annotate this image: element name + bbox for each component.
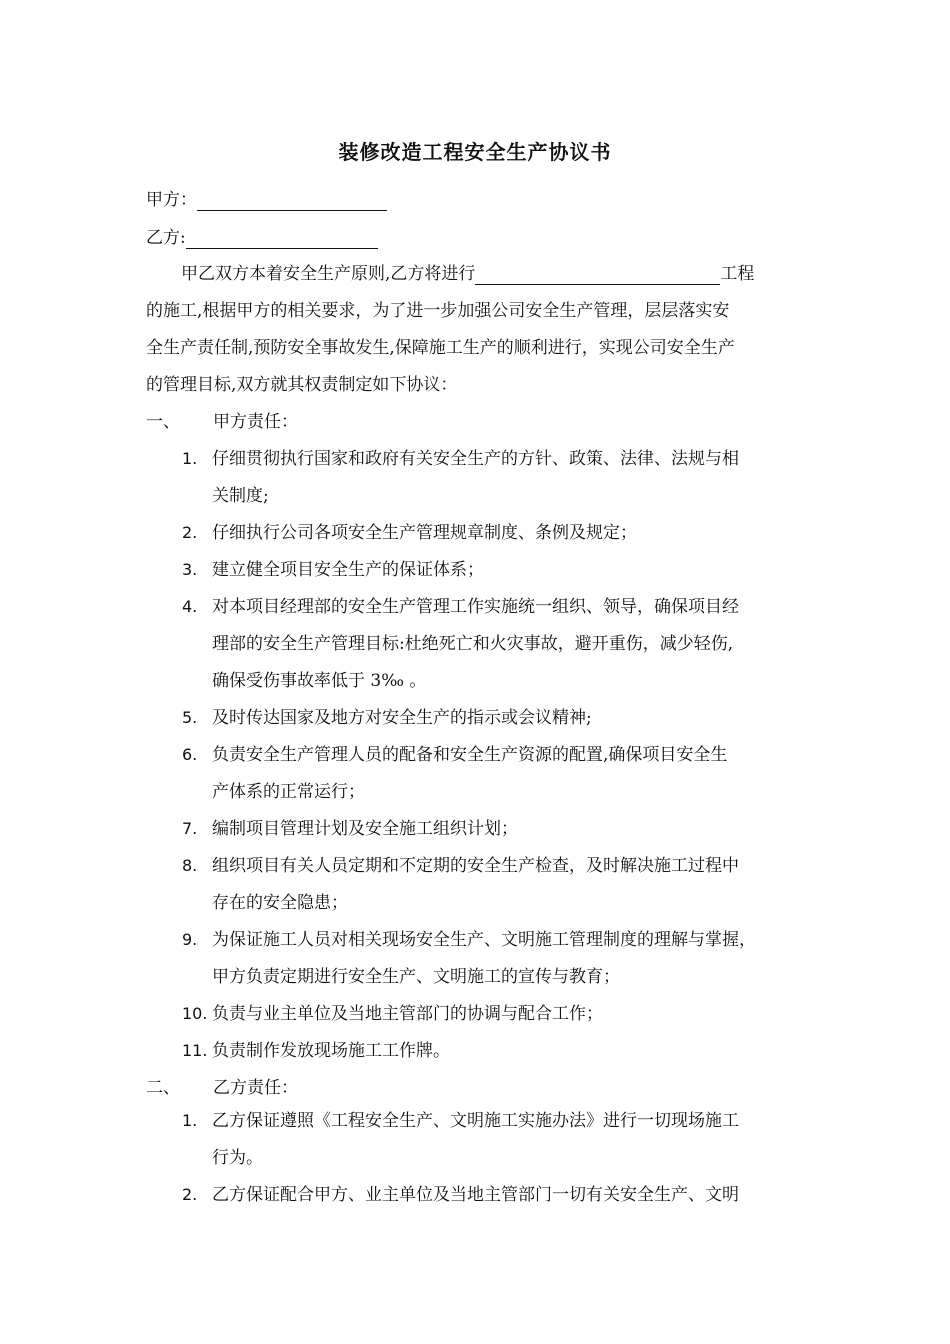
s1-item-6-line-1: 负责安全生产管理人员的配备和安全生产资源的配置,确保项目安全生 xyxy=(212,745,728,765)
section-2-heading: 乙方责任： xyxy=(213,1078,298,1098)
s1-item-8-line-2: 存在的安全隐患； xyxy=(212,893,348,913)
party-a-label: 甲方： xyxy=(146,190,197,210)
s1-item-1-line-1: 仔细贯彻执行国家和政府有关安全生产的方针、政策、法律、法规与相 xyxy=(212,449,739,469)
s1-item-11-line-1: 负责制作发放现场施工工作牌。 xyxy=(212,1041,450,1061)
s1-item-6-number: 6. xyxy=(182,745,198,764)
s1-item-2-number: 2. xyxy=(182,523,198,542)
s1-item-9-line-1: 为保证施工人员对相关现场安全生产、文明施工管理制度的理解与掌握， xyxy=(212,930,756,950)
intro-line-4: 的管理目标,双方就其权责制定如下协议： xyxy=(146,375,458,395)
s2-item-1-line-2: 行为。 xyxy=(212,1148,263,1168)
party-a-line xyxy=(146,189,387,211)
s1-item-8-line-1: 组织项目有关人员定期和不定期的安全生产检查，及时解决施工过程中 xyxy=(212,856,739,876)
s1-item-7-line-1: 编制项目管理计划及安全施工组织计划； xyxy=(212,819,518,839)
s2-item-2-number: 2. xyxy=(182,1185,198,1204)
s1-item-2-line-1: 仔细执行公司各项安全生产管理规章制度、条例及规定； xyxy=(212,523,637,543)
s1-item-4-line-3: 确保受伤事故率低于 3‰ 。 xyxy=(212,671,427,691)
project-name-blank xyxy=(475,266,720,285)
s1-item-11-number: 11. xyxy=(182,1041,208,1060)
intro-line-1 xyxy=(181,263,754,285)
intro-line-1-text: 甲乙双方本着安全生产原则,乙方将进行 xyxy=(181,264,476,284)
s2-item-2-line-1: 乙方保证配合甲方、业主单位及当地主管部门一切有关安全生产、文明 xyxy=(212,1185,739,1205)
s1-item-10-line-1: 负责与业主单位及当地主管部门的协调与配合工作； xyxy=(212,1004,603,1024)
s2-item-1-number: 1. xyxy=(182,1111,198,1130)
document-title: 装修改造工程安全生产协议书 xyxy=(338,140,612,164)
s1-item-3-number: 3. xyxy=(182,560,198,579)
section-1-number: 一、 xyxy=(146,412,180,432)
party-b-line xyxy=(146,227,378,249)
intro-line-3: 全生产责任制,预防安全事故发生,保障施工生产的顺利进行，实现公司安全生产 xyxy=(146,338,735,358)
s1-item-4-number: 4. xyxy=(182,597,198,616)
party-b-blank xyxy=(186,230,378,249)
s1-item-4-line-1: 对本项目经理部的安全生产管理工作实施统一组织、领导，确保项目经 xyxy=(212,597,739,617)
s1-item-8-number: 8. xyxy=(182,856,198,875)
s1-item-5-number: 5. xyxy=(182,708,198,727)
s1-item-9-line-2: 甲方负责定期进行安全生产、文明施工的宣传与教育； xyxy=(212,967,620,987)
s2-item-1-line-1: 乙方保证遵照《工程安全生产、文明施工实施办法》进行一切现场施工 xyxy=(212,1111,739,1131)
intro-line-2: 的施工,根据甲方的相关要求，为了进一步加强公司安全生产管理，层层落实安 xyxy=(146,301,730,321)
s1-item-9-number: 9. xyxy=(182,930,198,949)
party-b-label: 乙方: xyxy=(146,228,186,248)
s1-item-4-line-2: 理部的安全生产管理目标:杜绝死亡和火灾事故，避开重伤，减少轻伤, xyxy=(212,634,734,654)
s1-item-10-number: 10. xyxy=(182,1004,208,1023)
s1-item-6-line-2: 产体系的正常运行； xyxy=(212,782,365,802)
s1-item-5-line-1: 及时传达国家及地方对安全生产的指示或会议精神; xyxy=(212,708,592,728)
section-2-number: 二、 xyxy=(146,1078,180,1098)
intro-line-1-end: 工程 xyxy=(720,264,755,284)
s1-item-1-line-2: 关制度; xyxy=(212,486,269,506)
section-1-heading: 甲方责任： xyxy=(213,412,298,432)
s1-item-7-number: 7. xyxy=(182,819,198,838)
party-a-blank xyxy=(197,192,387,211)
s1-item-1-number: 1. xyxy=(182,449,198,468)
s1-item-3-line-1: 建立健全项目安全生产的保证体系； xyxy=(212,560,484,580)
